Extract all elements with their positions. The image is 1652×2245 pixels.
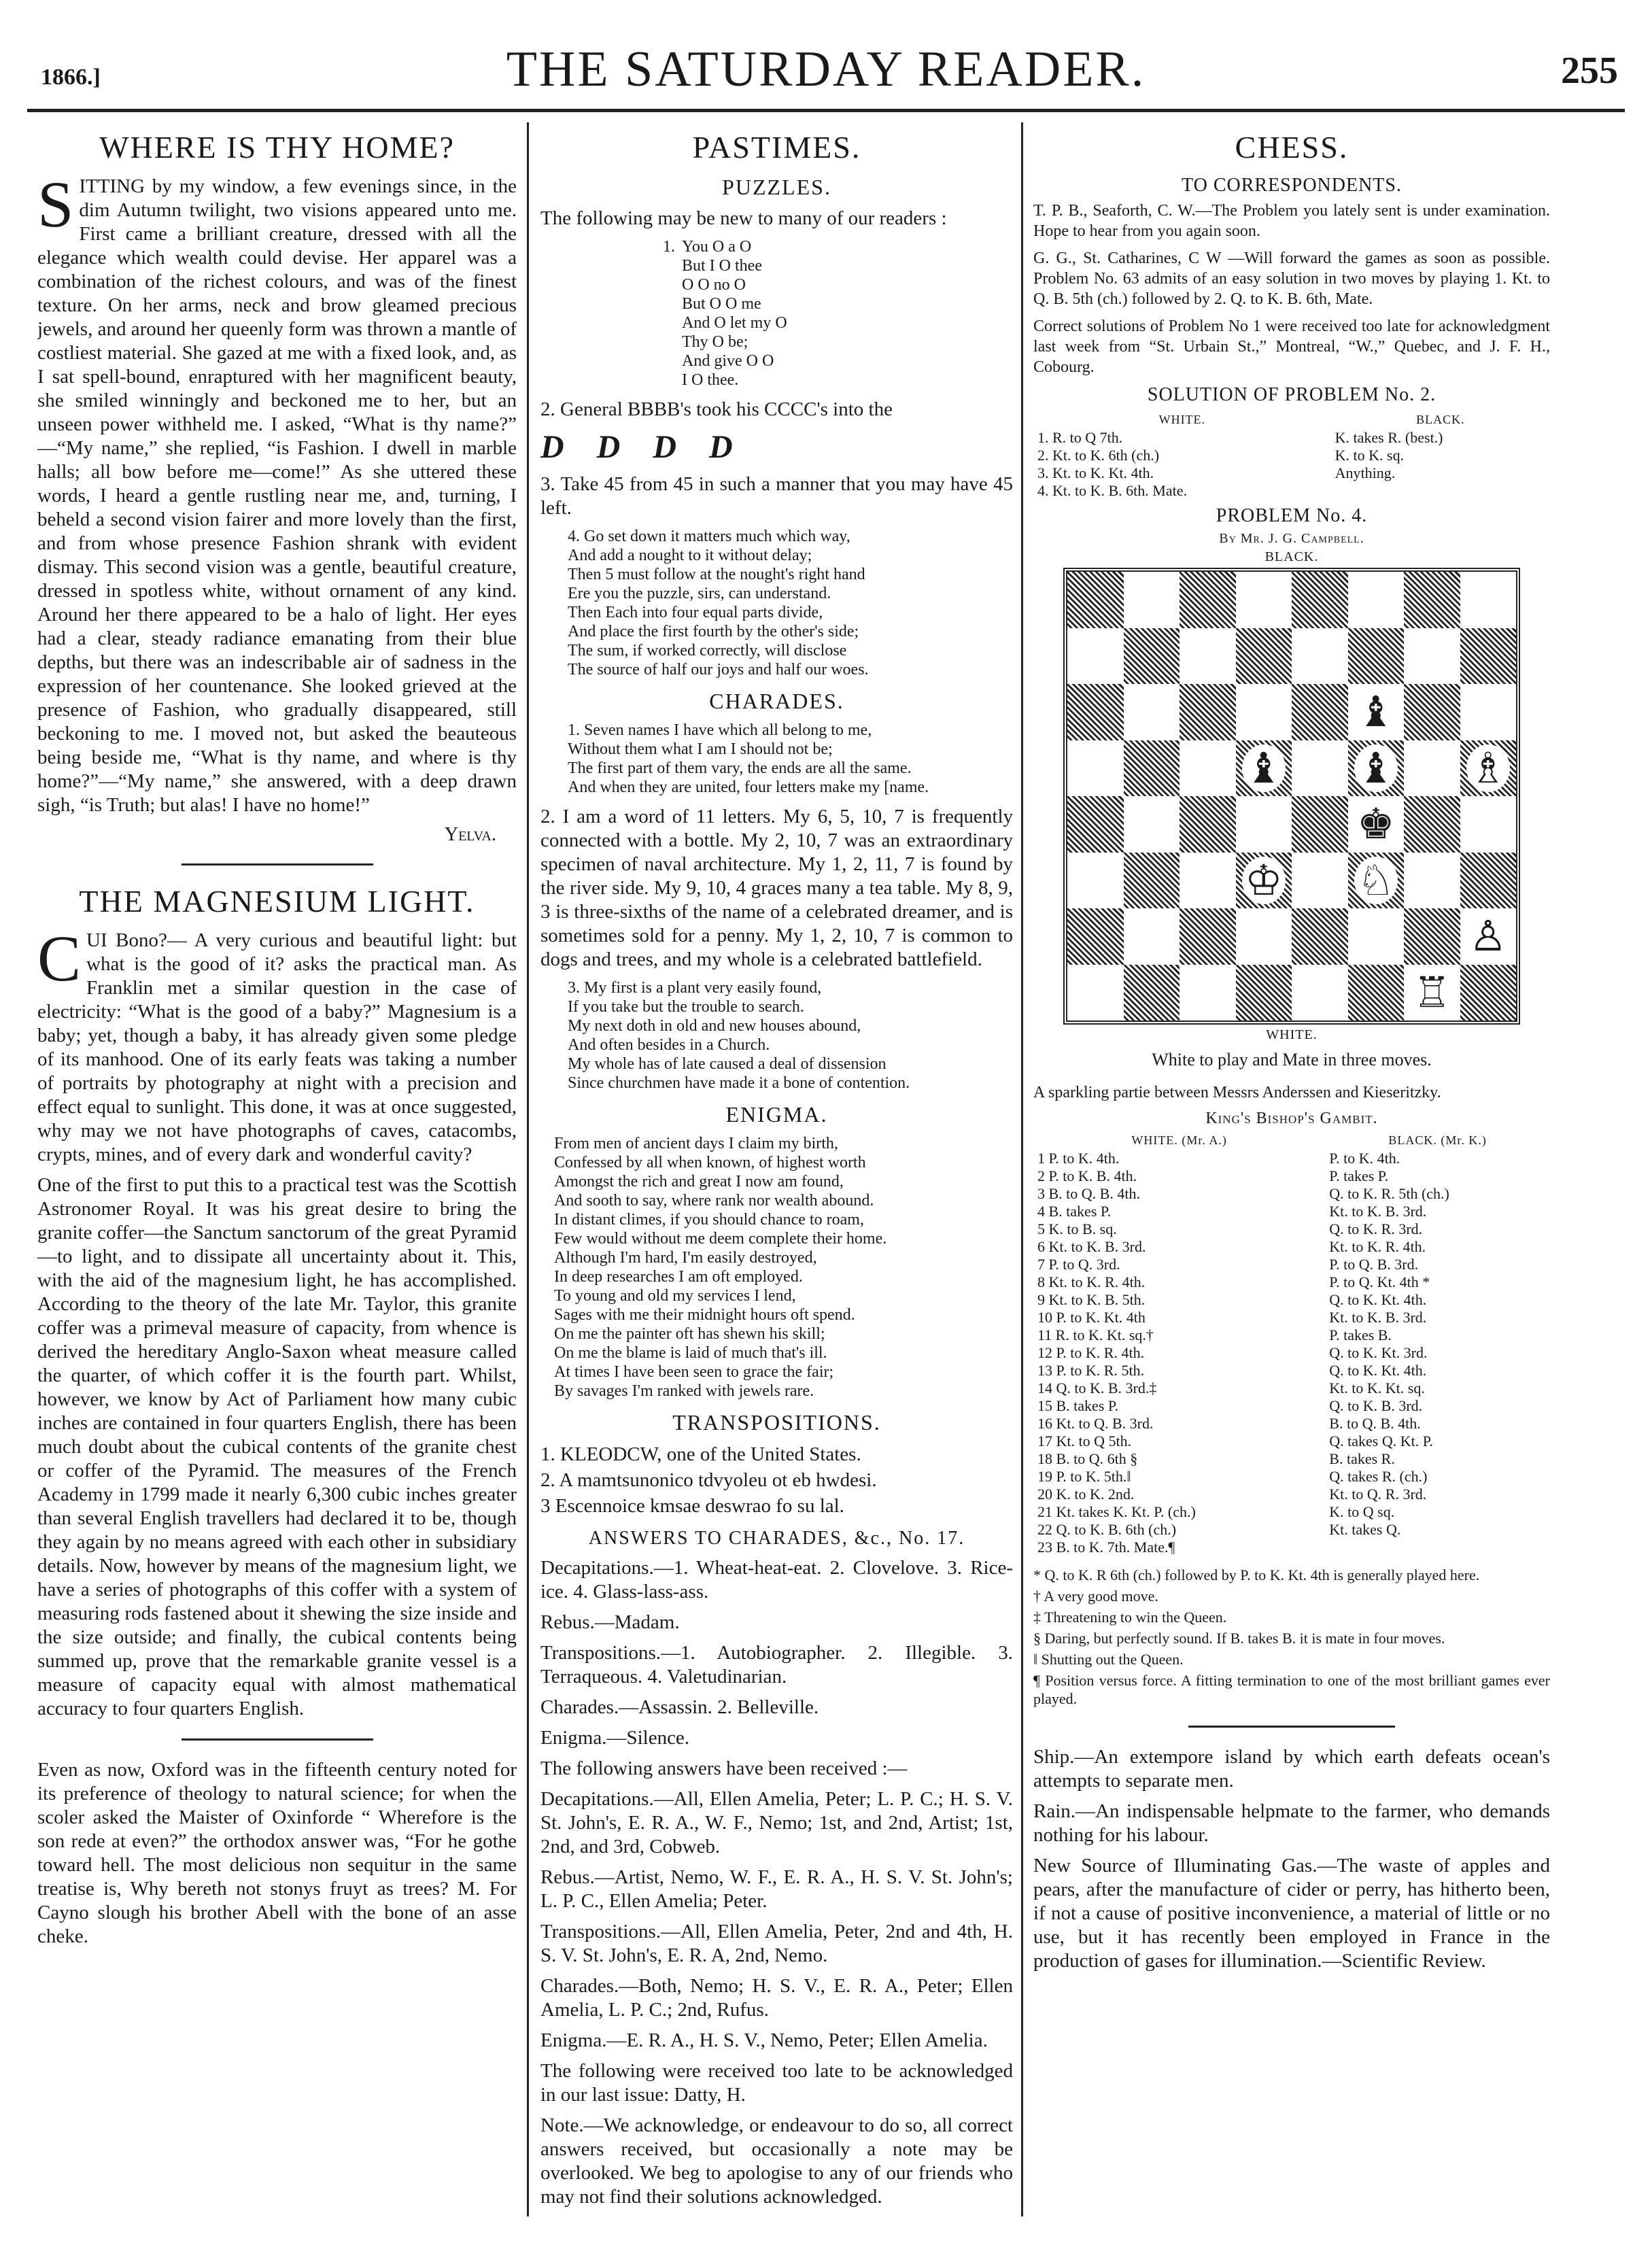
black-move: K. to Q sq. (1329, 1503, 1395, 1520)
puzzle-1-lines: You O a O But I O thee O O no O But O O me And O let my O Thy O be; And give O O I O thee. (682, 238, 787, 389)
black-move: Kt. to K. R. 4th. (1329, 1238, 1426, 1255)
white-move: 9 Kt. to K. B. 5th. (1037, 1291, 1146, 1308)
board-square (1460, 572, 1517, 628)
white-move: 1. R. to Q 7th. (1037, 429, 1123, 446)
white-move: 18 B. to Q. 6th § (1037, 1450, 1138, 1467)
black-move: Anything. (1335, 464, 1396, 481)
white-move: 20 K. to K. 2nd. (1037, 1486, 1135, 1503)
game-row (1033, 1397, 1550, 1415)
puzzle-3: 3. Take 45 from 45 in such a manner that you may have 45 left. (540, 473, 1013, 519)
white-move: 23 B. to K. 7th. Mate.¶ (1037, 1539, 1175, 1556)
board-square (1348, 853, 1405, 909)
white-move: 22 Q. to K. B. 6th (ch.) (1037, 1521, 1177, 1538)
game-table (1033, 1131, 1550, 1556)
board-square (1180, 572, 1236, 628)
game-row (1033, 1468, 1550, 1486)
black-move: Kt. to K. Kt. sq. (1329, 1379, 1425, 1396)
board-square (1460, 740, 1517, 797)
editor-note: Note.—We acknowledge, or endeavour to do so, all correct answers received, but occasionally a note may be overlooked. We beg to apologise to any of our friends who may not find their solutions acknowledged. (540, 2114, 1013, 2208)
header-date: 1866.] (41, 65, 101, 90)
charade-3: 3. My first is a plant very easily found, If you take but the trouble to search. My next doth in old and new houses abound, And often besides in a Church. My whole has of late caused a deal of dissension Since churchmen have made it a bone of contention. (568, 979, 910, 1092)
game-row (1033, 1291, 1550, 1309)
author-signature: Yelva. (444, 824, 496, 845)
board-square (1067, 628, 1124, 685)
magnesium-text: UI Bono?— A very curious and beautiful light: but what is the good of it? asks the practical man. As Franklin met a similar question in the case of electricity: “What is the good of a baby?” Magnesium is a baby; yet, though a baby, it has already given some pledge of its manhood. One of its early feats was taking a number of portraits by photography at night with a precision and effect equal to sunlight. This done, it was at once suggested, why may we not have photographs of caves, catacombs, crypts, mines, and of every dark and wonderful cavity? (37, 929, 517, 1165)
enigma-verse: From men of ancient days I claim my birth, Confessed by all when known, of highest worth Amongst the rich and great I now am found, And sooth to say, where rank nor wealth abound. In distant climes, if you should chance to roam, Few would without me deem complete their home. Although I'm hard, I'm easily destroyed, In deep researches I am oft employed. To young and old my services I lend, Sages with me their midnight hours oft spend. On me the painter oft has shewn his skill; On me the blame is laid of much that's ill. At times I have been seen to grace the fair; By savages I'm ranked with jewels rare. (554, 1135, 887, 1400)
answer-transpositions: Transpositions.—1. Autobiographer. 2. Illegible. 3. Terraqueous. 4. Valetudinarian. (540, 1642, 1013, 1687)
black-move: Kt. takes Q. (1329, 1521, 1401, 1538)
board-square (1067, 684, 1124, 740)
board-square (1292, 796, 1348, 853)
transposition-2: 2. A mamtsunonico tdvyoleu ot eb hwdesi. (540, 1469, 877, 1491)
page-number: 255 (1561, 50, 1618, 92)
article-title-home: WHERE IS THY HOME? (99, 130, 455, 165)
game-row (1033, 1486, 1550, 1503)
game-notes (1033, 1566, 1550, 1708)
late-answers: The following were received too late to be acknowledged in our last issue: Datty, H. (540, 2060, 1013, 2106)
black-move: Q. to K. R. 3rd. (1329, 1220, 1423, 1237)
board-square (1292, 908, 1348, 965)
answer-decapitations: Decapitations.—1. Wheat-heat-eat. 2. Clovelove. 3. Rice-ice. 4. Glass-lass-ass. (540, 1557, 1013, 1603)
black-move: P. to Q. Kt. 4th * (1329, 1273, 1430, 1290)
white-move: 16 Kt. to Q. B. 3rd. (1037, 1415, 1154, 1432)
solution-white-header: WHITE. (1158, 413, 1206, 426)
board-square (1348, 628, 1405, 685)
received-charades: Charades.—Both, Nemo; H. S. V., E. R. A., Peter; Ellen Amelia, L. P. C.; 2nd, Rufus. (540, 1975, 1013, 2021)
gas-paragraph: New Source of Illuminating Gas.—The waste of apples and pears, after the manufacture of cider or perry, has hitherto been, if not a cause of positive inconvenience, a material of little or no use, but it has recently been employed in France in the production of gases for illumination.—Scientific Review. (1033, 1855, 1550, 1972)
chess-piece-icon: ♝ (1354, 688, 1398, 736)
white-move: 17 Kt. to Q 5th. (1037, 1433, 1132, 1450)
black-move: Q. to K. Kt. 4th. (1329, 1362, 1427, 1379)
board-square (1348, 740, 1405, 797)
puzzles-intro: The following may be new to many of our readers : (540, 207, 947, 229)
black-move: P. takes P. (1329, 1167, 1389, 1184)
game-row (1033, 1344, 1550, 1362)
board-square (1236, 740, 1292, 797)
white-move: 4. Kt. to K. B. 6th. Mate. (1037, 482, 1187, 499)
problem-author: By Mr. J. G. Campbell. (1219, 531, 1364, 546)
game-row (1033, 1185, 1550, 1203)
game-row (1033, 1539, 1550, 1556)
solution-row (1033, 482, 1550, 500)
black-move: Kt. to K. B. 3rd. (1329, 1309, 1427, 1326)
board-square (1124, 908, 1180, 965)
board-square (1124, 572, 1180, 628)
board-square (1067, 796, 1124, 853)
game-row (1033, 1326, 1550, 1344)
game-row (1033, 1203, 1550, 1220)
received-rebus: Rebus.—Artist, Nemo, W. F., E. R. A., H. S. V. St. John's; L. P. C., Ellen Amelia; Peter. (540, 1866, 1013, 1912)
enigma-heading: ENIGMA. (725, 1102, 828, 1127)
chess-piece-icon: ♔ (1242, 857, 1286, 904)
board-square (1236, 965, 1292, 1021)
board-square (1236, 853, 1292, 909)
black-move: Q. to K. B. 3rd. (1329, 1397, 1423, 1414)
black-move: P. to K. 4th. (1329, 1150, 1400, 1167)
column-right (1033, 122, 1550, 2216)
game-intro: A sparkling partie between Messrs Anderssen and Kieseritzky. (1033, 1084, 1441, 1101)
game-note: † A very good move. (1033, 1588, 1158, 1605)
oxford-paragraph: Even as now, Oxford was in the fifteenth century noted for its preference of theology to natural science; for when the scoler asked the Maister of Oxinforde “ Wherefore is the son rede at even?” the orthodox answer was, “For he gothe toward hell. The most delicious non sequitur in the same treatise is, Why bereth not stonys fruyt as trees? M. For Cayno slough his brother Abell with the bone of an asse cheke. (37, 1759, 517, 1947)
chess-title: CHESS. (1235, 130, 1349, 165)
charade-2: 2. I am a word of 11 letters. My 6, 5, 10, 7 is frequently connected with a bottle. My 2, 10, 7 was an extraordinary specimen of naval architecture. My 1, 2, 11, 7 is found by the river side. My 9, 10, 4 graces many a tea table. My 8, 9, 3 is three-sixths of the name of a celebrated dreamer, and is sometimes sold for a penny. My 1, 2, 10, 7 is common to dogs and trees, and my whole is a celebrated battlefield. (540, 806, 1013, 970)
article-title-magnesium: THE MAGNESIUM LIGHT. (79, 884, 475, 919)
transpositions-heading: TRANSPOSITIONS. (672, 1410, 881, 1435)
white-move: 19 P. to K. 5th.‖ (1037, 1468, 1131, 1485)
board-square (1292, 628, 1348, 685)
white-move: 2 P. to K. B. 4th. (1037, 1167, 1137, 1184)
transposition-3: 3 Escennoice kmsae deswrao fo su lal. (540, 1495, 844, 1517)
white-move: 21 Kt. takes K. Kt. P. (ch.) (1037, 1503, 1196, 1520)
board-square (1292, 572, 1348, 628)
rain-paragraph: Rain.—An indispensable helpmate to the farmer, who demands nothing for his labour. (1033, 1800, 1550, 1846)
board-square (1236, 908, 1292, 965)
board-square (1067, 965, 1124, 1021)
board-square (1124, 965, 1180, 1021)
chess-piece-icon: ♖ (1410, 969, 1453, 1016)
board-square (1124, 684, 1180, 740)
board-square (1236, 684, 1292, 740)
board-square (1292, 740, 1348, 797)
game-row (1033, 1273, 1550, 1291)
chess-piece-icon: ♘ (1354, 857, 1398, 904)
board-square (1180, 965, 1236, 1021)
board-square (1404, 796, 1460, 853)
answer-enigma: Enigma.—Silence. (540, 1727, 690, 1749)
board-square (1292, 853, 1348, 909)
home-paragraph (37, 168, 517, 817)
black-move: Kt. to K. B. 3rd. (1329, 1203, 1427, 1220)
drop-cap: C (37, 922, 82, 995)
board-square (1460, 908, 1517, 965)
board-square (1124, 740, 1180, 797)
solution-row (1033, 429, 1550, 447)
received-decapitations: Decapitations.—All, Ellen Amelia, Peter; L. P. C.; H. S. V. St. John's, E. R. A., W. F., Nemo; 1st, and 2nd, Artist; 1st, 2nd, and 3rd, Cobweb. (540, 1788, 1013, 1857)
game-row (1033, 1433, 1550, 1450)
black-move: K. to K. sq. (1335, 447, 1405, 464)
drop-cap: S (37, 168, 74, 241)
solution-table (1033, 410, 1550, 500)
board-square (1348, 965, 1405, 1021)
received-intro: The following answers have been received :— (540, 1758, 908, 1779)
problem-caption: White to play and Mate in three moves. (1152, 1050, 1432, 1069)
game-row (1033, 1415, 1550, 1433)
black-move: Q. to K. R. 5th (ch.) (1329, 1185, 1449, 1202)
board-square (1292, 684, 1348, 740)
black-move (1325, 1539, 1550, 1556)
board-square (1180, 908, 1236, 965)
game-row (1033, 1238, 1550, 1256)
column-rule (527, 122, 529, 2216)
black-move: Q. to K. Kt. 4th. (1329, 1291, 1427, 1308)
board-square (1460, 796, 1517, 853)
board-square (1460, 853, 1517, 909)
board-square (1180, 684, 1236, 740)
ship-paragraph: Ship.—An extempore island by which earth defeats ocean's attempts to separate men. (1033, 1746, 1550, 1792)
board-square (1124, 628, 1180, 685)
board-square (1348, 684, 1405, 740)
board-square (1067, 908, 1124, 965)
board-square (1404, 853, 1460, 909)
white-move: 11 R. to K. Kt. sq.† (1037, 1326, 1154, 1343)
board-square (1236, 572, 1292, 628)
board-square (1404, 965, 1460, 1021)
board-square (1067, 572, 1124, 628)
board-square (1460, 684, 1517, 740)
correspondents-heading: TO CORRESPONDENTS. (1182, 175, 1402, 196)
puzzle-4: 4. Go set down it matters much which way, And add a nought to it without delay; Then 5 must follow at the nought's right hand Ere you the puzzle, sirs, can understand. Then Each into four equal parts divide, And place the first fourth by the other's side; The sum, if worked correctly, will disclose The source of half our joys and half our woes. (568, 528, 869, 679)
game-note: ‖ Shutting out the Queen. (1033, 1651, 1184, 1668)
black-move: B. to Q. B. 4th. (1329, 1415, 1421, 1432)
game-row (1033, 1309, 1550, 1326)
board-square (1067, 740, 1124, 797)
solution-row (1033, 447, 1550, 464)
board-square (1292, 965, 1348, 1021)
game-note: ¶ Position versus force. A fitting termination to one of the most brilliant games ever played. (1033, 1672, 1550, 1707)
board-square (1404, 684, 1460, 740)
puzzle-number: 1. (663, 238, 675, 256)
correspondent-3: Correct solutions of Problem No 1 were received too late for acknowledgment last week from “St. Urbain St.,” Montreal, “W.,” Quebec, and J. F. H., Cobourg. (1033, 318, 1550, 376)
board-square (1460, 628, 1517, 685)
game-white-header: WHITE. (Mr. A.) (1131, 1133, 1227, 1147)
charade-1: 1. Seven names I have which all belong to me, Without them what I am I should not be; The first part of them vary, the ends are all the same. And when they are united, four letters make my [name. (568, 721, 929, 796)
received-transpositions: Transpositions.—All, Ellen Amelia, Peter, 2nd and 4th, H. S. V. St. John's, E. R. A, 2nd, Nemo. (540, 1921, 1013, 1966)
magnesium-paragraph-2: One of the first to put this to a practical test was the Scottish Astronomer Royal. It was his great desire to bring the granite coffer—the Sanctum sanctorum of the great Pyramid—to light, and to dissipate all uncertainty about it. This, with the aid of the magnesium light, he has accomplished. According to the theory of the late Mr. Taylor, this granite coffer was a primeval measure of capacity, from whence is derived the hereditary Anglo-Saxon wheat measure called the quarter, of which coffer it is the fourth part. Whilst, however, we know by Act of Parliament how many cubic inches are contained in four quarters English, there has been much doubt about the cubical contents of the granite chest or coffer of the Pyramid. The measures of the French Academy in 1799 made it nearly 6,300 cubic inches greater than several English travellers had declared it to be, though they again by no means agreed with each other in subsidiary details. Now, however by means of the magnesium light, we have a series of photographs of this coffer with a system of measuring rods fastened about it shewing the size inside and the size outside; and finally, the cubical contents being summed up, prove that the remarkable granite vessel is a measure of capacity equal with almost mathematical accuracy to four quarters English. (37, 1174, 517, 1719)
solution-black-header: BLACK. (1416, 413, 1465, 426)
game-row (1033, 1167, 1550, 1185)
white-move: 5 K. to B. sq. (1037, 1220, 1117, 1237)
black-move: Kt. to Q. R. 3rd. (1329, 1486, 1427, 1503)
section-divider (182, 863, 373, 866)
puzzles-heading: PUZZLES. (722, 175, 831, 199)
white-move: 2. Kt. to K. 6th (ch.) (1037, 447, 1160, 464)
black-move: Q. takes R. (ch.) (1329, 1468, 1428, 1485)
puzzle-1 (663, 237, 1013, 398)
board-square (1180, 853, 1236, 909)
chess-piece-icon: ♝ (1242, 744, 1286, 792)
chess-piece-icon: ♝ (1354, 744, 1398, 792)
charades-heading: CHARADES. (709, 689, 844, 713)
solution-heading: SOLUTION OF PROBLEM No. 2. (1147, 384, 1436, 405)
white-move: 3 B. to Q. B. 4th. (1037, 1185, 1140, 1202)
black-move: Q. to K. Kt. 3rd. (1329, 1344, 1428, 1361)
board-square (1067, 853, 1124, 909)
puzzle-2-glyphs: D D D D (540, 429, 745, 465)
chess-piece-icon: ♙ (1466, 912, 1510, 960)
board-square (1404, 572, 1460, 628)
board-square (1404, 908, 1460, 965)
board-square (1180, 796, 1236, 853)
received-enigma: Enigma.—E. R. A., H. S. V., Nemo, Peter; Ellen Amelia. (540, 2029, 988, 2051)
section-divider (182, 1738, 373, 1741)
game-note: * Q. to K. R 6th (ch.) followed by P. to K. Kt. 4th is generally played here. (1033, 1566, 1480, 1583)
white-move: 4 B. takes P. (1037, 1203, 1112, 1220)
game-row (1033, 1362, 1550, 1379)
white-move: 3. Kt. to K. Kt. 4th. (1037, 464, 1154, 481)
board-label-black: BLACK. (1264, 549, 1319, 564)
board-square (1180, 740, 1236, 797)
board-square (1124, 853, 1180, 909)
game-row (1033, 1450, 1550, 1468)
black-move (1331, 482, 1550, 500)
board-square (1404, 740, 1460, 797)
solution-row (1033, 464, 1550, 482)
page-header (27, 27, 1625, 112)
black-move: B. takes R. (1329, 1450, 1395, 1467)
board-label-white: WHITE. (1266, 1027, 1318, 1042)
game-note: ‡ Threatening to win the Queen. (1033, 1609, 1227, 1626)
home-text: ITTING by my window, a few evenings since, in the dim Autumn twilight, two visions appeared unto me. First came a brilliant creature, dressed with all the elegance which wealth could devise. Her apparel was a combination of the richest colours, and was of the finest texture. On her arms, neck and brow gleamed precious jewels, and around her queenly form was thrown a mantle of costliest material. She gazed at me with a fixed look, and, as I sat spell-bound, enraptured with her magnificent beauty, she smiled winningly and beckoned me to her, but an unseen power withheld me. I asked, “What is thy name?” —“My name,” she replied, “is Fashion. I dwell in marble halls; all bow before me—come!” As she uttered these words, I heard a gentle rustling near me, and, turning, I beheld a second vision fairer and more lovely than the first, and from whose presence Fashion shrank with evident dismay. This second vision was a gentle, beautiful creature, dressed in spotless white, without ornament of any kind. Around her there appeared to be a halo of light. Her eyes had a clear, steady radiance emanating from their blue depths, but there was an indescribable air of sadness in the expression of her countenance. She looked grieved at the presence of Fashion, who gradually disappeared, still beckoning to me. I moved not, but asked the beauteous being beside me, “What is thy name, and where is thy home?”—“My name,” she answered, with a deep drawn sigh, “is Truth; but alas! I have no home!” (37, 175, 517, 816)
board-square (1124, 796, 1180, 853)
chess-piece-icon: ♗ (1466, 744, 1510, 792)
board-square (1180, 628, 1236, 685)
black-move: P. to Q. B. 3rd. (1329, 1256, 1419, 1273)
white-move: 12 P. to K. R. 4th. (1037, 1344, 1145, 1361)
game-row (1033, 1521, 1550, 1539)
chess-piece-icon: ♚ (1354, 800, 1398, 848)
game-row (1033, 1503, 1550, 1521)
game-row (1033, 1256, 1550, 1273)
correspondent-1: T. P. B., Seaforth, C. W.—The Problem you lately sent is under examination. Hope to hear from you again soon. (1033, 202, 1550, 240)
column-middle (540, 122, 1013, 2216)
game-note: § Daring, but perfectly sound. If B. takes B. it is mate in four moves. (1033, 1630, 1445, 1647)
white-move: 14 Q. to K. B. 3rd.‡ (1037, 1379, 1157, 1396)
column-rule (1021, 122, 1023, 2216)
correspondent-2: G. G., St. Catharines, C W —Will forward the games as soon as possible. Problem No. 63 admits of an easy solution in two moves by playing 1. Kt. to Q. B. 5th (ch.) followed by 2. Q. to K. B. 6th, Mate. (1033, 250, 1550, 308)
white-move: 7 P. to Q. 3rd. (1037, 1256, 1120, 1273)
white-move: 13 P. to K. R. 5th. (1037, 1362, 1145, 1379)
puzzle-2: 2. General BBBB's took his CCCC's into the (540, 398, 893, 420)
board-square (1404, 628, 1460, 685)
white-move: 8 Kt. to K. R. 4th. (1037, 1273, 1146, 1290)
answers-heading: ANSWERS TO CHARADES, &c., No. 17. (588, 1528, 965, 1549)
answer-charades: Charades.—Assassin. 2. Belleville. (540, 1696, 819, 1718)
white-move: 10 P. to K. Kt. 4th (1037, 1309, 1146, 1326)
column-left (37, 122, 517, 2216)
board-square (1460, 965, 1517, 1021)
black-move: Q. takes Q. Kt. P. (1329, 1433, 1434, 1450)
chess-board (1063, 568, 1520, 1025)
game-row (1033, 1379, 1550, 1397)
board-square (1236, 796, 1292, 853)
pastimes-title: PASTIMES. (692, 130, 861, 165)
board-square (1348, 796, 1405, 853)
answer-rebus: Rebus.—Madam. (540, 1611, 680, 1633)
problem-heading: PROBLEM No. 4. (1216, 505, 1368, 526)
board-square (1348, 908, 1405, 965)
black-move: P. takes B. (1329, 1326, 1392, 1343)
white-move: 15 B. takes P. (1037, 1397, 1119, 1414)
black-move: K. takes R. (best.) (1335, 429, 1443, 446)
white-move: 1 P. to K. 4th. (1037, 1150, 1120, 1167)
masthead-title: THE SATURDAY READER. (506, 41, 1146, 97)
white-move: 6 Kt. to K. B. 3rd. (1037, 1238, 1146, 1255)
game-title: King's Bishop's Gambit. (1205, 1110, 1378, 1127)
game-row (1033, 1150, 1550, 1167)
transposition-1: 1. KLEODCW, one of the United States. (540, 1443, 861, 1465)
board-square (1348, 572, 1405, 628)
game-black-header: BLACK. (Mr. K.) (1388, 1133, 1487, 1147)
section-divider (1188, 1726, 1395, 1728)
board-square (1236, 628, 1292, 685)
magnesium-paragraph-1 (37, 922, 517, 1167)
game-row (1033, 1220, 1550, 1238)
